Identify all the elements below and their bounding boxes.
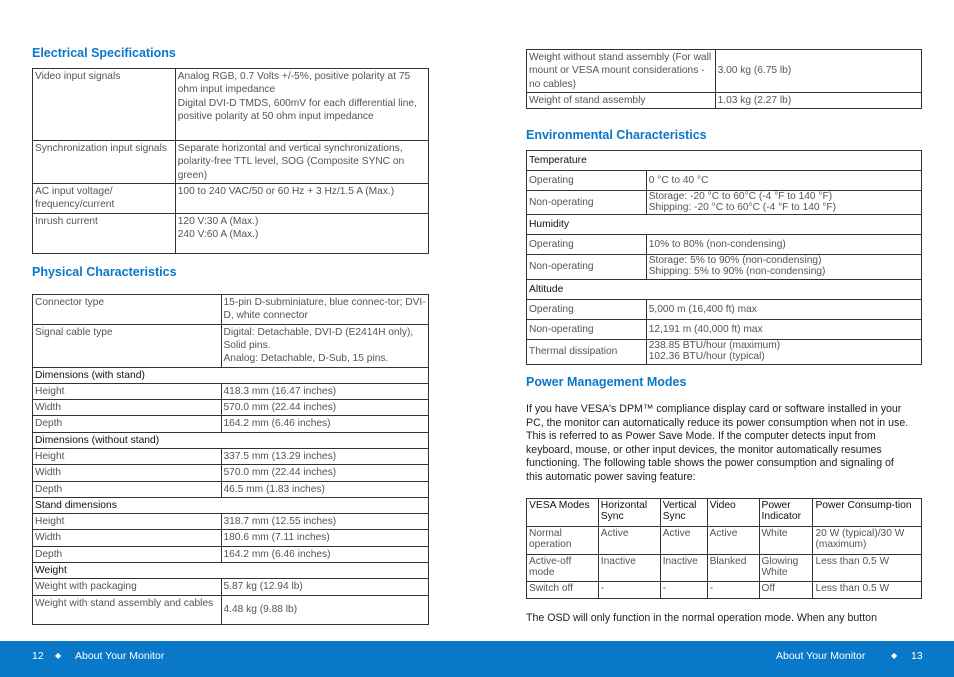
row-label: Connector type	[33, 295, 222, 325]
row-label: Non-operating	[527, 319, 647, 339]
row-label: Height	[33, 383, 222, 399]
value-line: Shipping: 5% to 90% (non-condensing)	[648, 266, 826, 278]
table-cell: Glowing White	[759, 555, 813, 582]
value-line: Storage: 5% to 90% (non-condensing)	[648, 255, 822, 267]
table-cell: Less than 0.5 W	[813, 582, 922, 599]
row-value: 180.6 mm (7.11 inches)	[221, 530, 429, 546]
value-line: 240 V:60 A (Max.)	[177, 229, 259, 241]
osd-note: The OSD will only function in the normal operation mode. When any button	[526, 612, 877, 624]
table-cell: -	[598, 582, 660, 599]
row-value	[646, 255, 921, 279]
humidity-title: Humidity	[527, 215, 922, 235]
dimensions-with-stand-title: Dimensions (with stand)	[33, 367, 429, 383]
table-row	[33, 481, 429, 497]
row-value	[175, 141, 428, 184]
value-line: Analog RGB, 0.7 Volts +/-5%, positive polarity at 75 ohm input impedance	[177, 71, 411, 96]
physical-characteristics-table	[32, 294, 429, 625]
weight-continued-table	[526, 49, 922, 109]
row-label: Weight of stand assembly	[527, 93, 716, 109]
row-value: 0 °C to 40 °C	[646, 171, 921, 191]
row-value: 12,191 m (40,000 ft) max	[646, 319, 921, 339]
environmental-table	[526, 150, 922, 365]
row-label: AC input voltage/ frequency/current	[33, 184, 176, 214]
right-page-number: 13	[911, 650, 923, 662]
table-cell: 20 W (typical)/30 W (maximum)	[813, 527, 922, 555]
value-line: Digital: Detachable, DVI-D (E2414H only), Solid pins.	[223, 326, 414, 351]
physical-characteristics-heading: Physical Characteristics	[32, 265, 177, 279]
section-row	[527, 279, 922, 299]
table-row	[33, 295, 429, 325]
value-line: 102.36 BTU/hour (typical)	[648, 350, 765, 362]
table-row	[33, 546, 429, 562]
footer-bar	[0, 641, 954, 677]
table-cell: Less than 0.5 W	[813, 555, 922, 582]
table-row	[33, 141, 429, 184]
row-label: Weight without stand assembly (For wall mount or VESA mount considerations - no cables)	[527, 50, 716, 93]
power-management-paragraph: If you have VESA's DPM™ compliance display card or software installed in your PC, the monitor can automatically reduce its power consumption when not in use. This is referred to as Power Save Mode. If the computer detects input from keyboard, mouse, or other input devices, the monitor automatically resumes functioning. The following table shows the power consumption and signaling of this automatic power saving feature:	[526, 403, 909, 483]
row-value	[175, 184, 428, 214]
row-value	[221, 324, 429, 367]
row-label: Weight with packaging	[33, 579, 222, 595]
table-cell: Switch off	[527, 582, 599, 599]
row-label: Non-operating	[527, 191, 647, 215]
row-value: 46.5 mm (1.83 inches)	[221, 481, 429, 497]
column-header: VESA Modes	[527, 499, 599, 527]
column-header: Video	[707, 499, 759, 527]
row-label: Operating	[527, 299, 647, 319]
table-row	[33, 530, 429, 546]
right-page	[477, 0, 954, 677]
table-row	[527, 255, 922, 279]
value-line: Digital DVI-D TMDS, 600mV for each differential line, positive polarity at 50 ohm input impedance	[177, 97, 417, 122]
table-row	[527, 191, 922, 215]
row-label: Width	[33, 530, 222, 546]
row-label: Width	[33, 465, 222, 481]
power-management-heading: Power Management Modes	[526, 375, 687, 389]
row-label: Depth	[33, 481, 222, 497]
altitude-title: Altitude	[527, 279, 922, 299]
power-modes-table	[526, 498, 922, 599]
value-line: 100 to 240 VAC/50 or 60 Hz + 3 Hz/1.5 A (Max.)	[177, 186, 395, 197]
table-cell: Active	[660, 527, 707, 555]
table-row	[33, 416, 429, 432]
electrical-specs-table	[32, 68, 429, 254]
table-cell: Inactive	[660, 555, 707, 582]
row-label: Thermal dissipation	[527, 339, 647, 364]
table-row	[527, 50, 922, 93]
temperature-title: Temperature	[527, 151, 922, 171]
table-cell: Active-off mode	[527, 555, 599, 582]
column-header: Power Indicator	[759, 499, 813, 527]
table-cell: -	[660, 582, 707, 599]
row-value: 164.2 mm (6.46 inches)	[221, 546, 429, 562]
value-line: 15-pin D-subminiature, blue connec-tor; DVI-D, white connector	[223, 297, 426, 322]
row-label: Height	[33, 514, 222, 530]
table-cell: Off	[759, 582, 813, 599]
table-row	[33, 579, 429, 595]
row-label: Depth	[33, 416, 222, 432]
table-row	[527, 555, 922, 582]
value-line: Separate horizontal and vertical synchronizations, polarity-free TTL level, SOG (Composite SYNC on green)	[177, 143, 405, 181]
section-row	[527, 215, 922, 235]
row-label: Depth	[33, 546, 222, 562]
row-label: Weight with stand assembly and cables	[33, 595, 222, 624]
row-value: 337.5 mm (13.29 inches)	[221, 449, 429, 465]
table-row	[33, 69, 429, 141]
table-row	[33, 383, 429, 399]
table-row	[527, 299, 922, 319]
table-cell: Active	[598, 527, 660, 555]
row-label: Non-operating	[527, 255, 647, 279]
table-row	[527, 235, 922, 255]
row-value	[646, 191, 921, 215]
column-header: Vertical Sync	[660, 499, 707, 527]
table-cell: Inactive	[598, 555, 660, 582]
row-label: Operating	[527, 171, 647, 191]
row-label: Synchronization input signals	[33, 141, 176, 184]
table-row	[33, 514, 429, 530]
environmental-characteristics-heading: Environmental Characteristics	[526, 128, 707, 142]
section-row	[33, 367, 429, 383]
right-section-name: About Your Monitor	[776, 650, 866, 662]
table-row	[33, 465, 429, 481]
row-label: Inrush current	[33, 214, 176, 254]
table-cell: Blanked	[707, 555, 759, 582]
value-line: 238.85 BTU/hour (maximum)	[648, 340, 781, 352]
table-row	[33, 184, 429, 214]
row-value: 10% to 80% (non-condensing)	[646, 235, 921, 255]
weight-title: Weight	[33, 562, 429, 578]
value-line: 120 V:30 A (Max.)	[177, 216, 259, 227]
row-value	[221, 295, 429, 325]
row-label: Height	[33, 449, 222, 465]
row-value: 1.03 kg (2.27 lb)	[715, 93, 921, 109]
value-line: Storage: -20 °C to 60°C (-4 °F to 140 °F)	[648, 191, 833, 202]
table-header-row	[527, 499, 922, 527]
table-cell: -	[707, 582, 759, 599]
row-value	[175, 214, 428, 254]
row-value: 164.2 mm (6.46 inches)	[221, 416, 429, 432]
left-page-number: 12	[32, 650, 44, 662]
row-value: 4.48 kg (9.88 lb)	[221, 595, 429, 624]
table-cell: Active	[707, 527, 759, 555]
table-row	[33, 400, 429, 416]
value-line: Analog: Detachable, D-Sub, 15 pins.	[223, 353, 389, 364]
row-value	[175, 69, 428, 141]
diamond-icon: ◆	[891, 651, 898, 660]
table-row	[527, 527, 922, 555]
left-section-name: About Your Monitor	[75, 650, 165, 662]
table-row	[527, 582, 922, 599]
diamond-icon: ◆	[55, 651, 62, 660]
table-row	[527, 319, 922, 339]
section-row	[33, 562, 429, 578]
row-label: Width	[33, 400, 222, 416]
row-value	[646, 339, 921, 364]
table-row	[33, 449, 429, 465]
table-row	[527, 171, 922, 191]
electrical-specs-heading: Electrical Specifications	[32, 46, 176, 60]
table-row	[527, 93, 922, 109]
column-header: Horizontal Sync	[598, 499, 660, 527]
value-line: Shipping: -20 °C to 60°C (-4 °F to 140 °F)	[648, 201, 837, 213]
column-header: Power Consump-tion	[813, 499, 922, 527]
table-row	[33, 595, 429, 624]
dimensions-without-stand-title: Dimensions (without stand)	[33, 432, 429, 448]
row-value: 570.0 mm (22.44 inches)	[221, 400, 429, 416]
section-row	[527, 151, 922, 171]
row-label: Signal cable type	[33, 324, 222, 367]
row-value: 5.87 kg (12.94 lb)	[221, 579, 429, 595]
row-value: 318.7 mm (12.55 inches)	[221, 514, 429, 530]
row-value: 5,000 m (16,400 ft) max	[646, 299, 921, 319]
row-label: Operating	[527, 235, 647, 255]
table-row	[527, 339, 922, 364]
row-value: 570.0 mm (22.44 inches)	[221, 465, 429, 481]
stand-dimensions-title: Stand dimensions	[33, 497, 429, 513]
table-cell: Normal operation	[527, 527, 599, 555]
row-value: 3.00 kg (6.75 lb)	[715, 50, 921, 93]
section-row	[33, 497, 429, 513]
section-row	[33, 432, 429, 448]
table-cell: White	[759, 527, 813, 555]
table-row	[33, 214, 429, 254]
table-row	[33, 324, 429, 367]
row-value: 418.3 mm (16.47 inches)	[221, 383, 429, 399]
row-label: Video input signals	[33, 69, 176, 141]
